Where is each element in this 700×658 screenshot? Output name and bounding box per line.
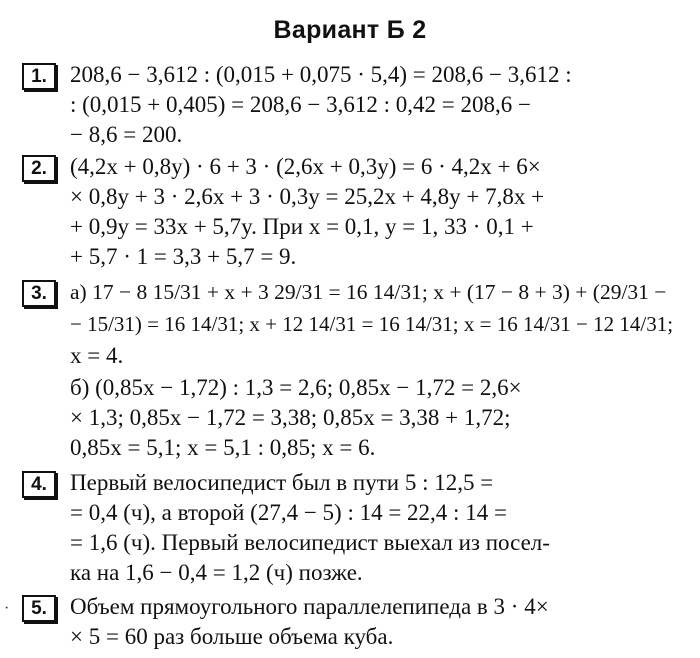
- task-line: 0,85x = 5,1; x = 5,1 : 0,85; x = 6.: [70, 435, 376, 460]
- task-line: ка на 1,6 − 0,4 = 1,2 (ч) позже.: [70, 560, 363, 585]
- task-line: − 8,6 = 200.: [70, 122, 183, 147]
- task-4: [22, 468, 682, 590]
- task-2: [22, 152, 682, 274]
- margin-mark: ·: [4, 600, 10, 617]
- task-line: − 15/31) = 16 14/31; x + 12 14/31 = 16 14/31; x = 16 14/31 − 12 14/31;: [70, 312, 674, 336]
- task-5: [22, 592, 682, 654]
- task-number: 4.: [22, 471, 56, 498]
- task-line: Объем прямоугольного параллелепипеда в 3 · 4×: [70, 594, 549, 619]
- task-line: + 5,7 · 1 = 3,3 + 5,7 = 9.: [70, 244, 297, 269]
- task-line: + 0,9y = 33x + 5,7y. При x = 0,1, y = 1, 33 · 0,1 +: [70, 214, 534, 239]
- task-line: (4,2x + 0,8y) · 6 + 3 · (2,6x + 0,3y) = 6 · 4,2x + 6×: [70, 154, 541, 179]
- task-line: × 0,8y + 3 · 2,6x + 3 · 0,3y = 25,2x + 4,8y + 7,8x +: [70, 184, 545, 209]
- task-1: [22, 60, 682, 152]
- task-line: : (0,015 + 0,405) = 208,6 − 3,612 : 0,42 = 208,6 −: [70, 92, 531, 117]
- task-line: б) (0,85x − 1,72) : 1,3 = 2,6; 0,85x − 1,72 = 2,6×: [70, 375, 522, 400]
- task-line: = 0,4 (ч), а второй (27,4 − 5) : 14 = 22,4 : 14 =: [70, 500, 507, 525]
- task-line: × 1,3; 0,85x − 1,72 = 3,38; 0,85x = 3,38 + 1,72;: [70, 405, 511, 430]
- task-number: 2.: [22, 155, 56, 182]
- task-line: = 1,6 (ч). Первый велосипедист выехал из посел-: [70, 530, 550, 555]
- task-3: [22, 277, 682, 467]
- page-title: Вариант Б 2: [273, 16, 427, 44]
- task-line: × 5 = 60 раз больше объема куба.: [70, 624, 394, 649]
- task-number: 3.: [22, 280, 56, 307]
- task-line: x = 4.: [70, 343, 124, 368]
- task-line: Первый велосипедист был в пути 5 : 12,5 =: [70, 470, 494, 495]
- task-line: 208,6 − 3,612 : (0,015 + 0,075 · 5,4) = 208,6 − 3,612 :: [70, 62, 572, 87]
- task-number: 1.: [22, 63, 56, 90]
- task-line: а) 17 − 8 15/31 + x + 3 29/31 = 16 14/31; x + (17 − 8 + 3) + (29/31 −: [70, 280, 667, 304]
- task-number: 5.: [22, 595, 56, 622]
